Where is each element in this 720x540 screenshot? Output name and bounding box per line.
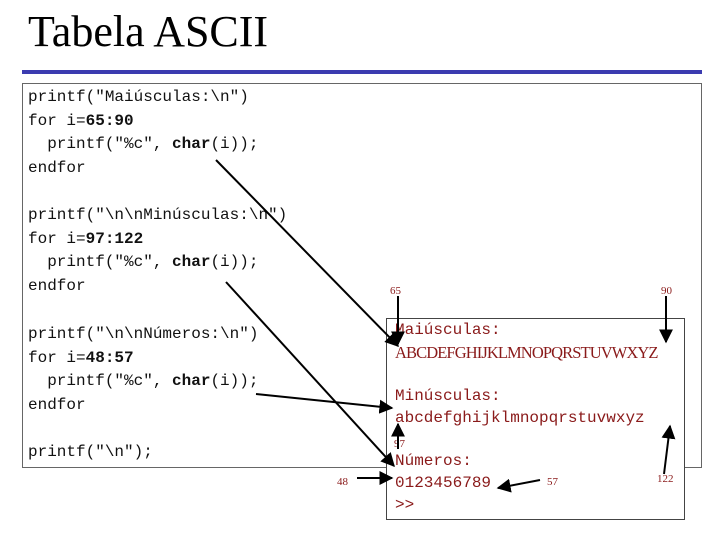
output-prompt: >> xyxy=(395,496,415,514)
output-numbers-chars: 0123456789 xyxy=(395,474,492,492)
code-line-for: for i=65:90 xyxy=(28,111,134,130)
code-line-endfor: endfor xyxy=(28,277,86,296)
code-line-printf: printf("%c", char(i)); xyxy=(28,135,259,154)
output-uppercase-chars: ABCDEFGHIJKLMNOPQRSTUVWXYZ xyxy=(395,343,658,362)
arrow-57 xyxy=(498,480,540,488)
output-numbers-label: Números: xyxy=(395,452,472,470)
code-line-for: for i=48:57 xyxy=(28,348,134,367)
code-line-printf: printf("%c", char(i)); xyxy=(28,372,259,391)
code-line-printf: printf("%c", char(i)); xyxy=(28,253,259,272)
annotation-48: 48 xyxy=(337,476,348,488)
arrow-48-57-to-numbers xyxy=(256,394,392,408)
code-line-endfor: endfor xyxy=(28,396,86,415)
output-lowercase-chars: abcdefghijklmnopqrstuvwxyz xyxy=(395,409,645,427)
output-lowercase-label: Minúsculas: xyxy=(395,387,501,405)
code-line-for: for i=97:122 xyxy=(28,229,144,248)
code-line-final-newline: printf("\n"); xyxy=(28,443,153,461)
code-line: printf("Maiúsculas:\n") xyxy=(28,88,249,106)
output-uppercase-label: Maiúsculas: xyxy=(395,321,501,339)
annotation-97: 97 xyxy=(394,438,405,450)
arrow-65-90-to-uppercase xyxy=(216,160,398,346)
page-title: Tabela ASCII xyxy=(28,7,269,56)
annotation-122: 122 xyxy=(657,473,674,485)
annotation-90: 90 xyxy=(661,285,672,297)
code-line: printf("\n\nNúmeros:\n") xyxy=(28,325,259,343)
code-line-endfor: endfor xyxy=(28,159,86,178)
code-line: printf("\n\nMinúsculas:\n") xyxy=(28,206,288,224)
annotation-65: 65 xyxy=(390,285,401,297)
arrow-122 xyxy=(664,426,670,474)
arrow-97-122-to-lowercase xyxy=(226,282,394,466)
annotation-57: 57 xyxy=(547,476,558,488)
